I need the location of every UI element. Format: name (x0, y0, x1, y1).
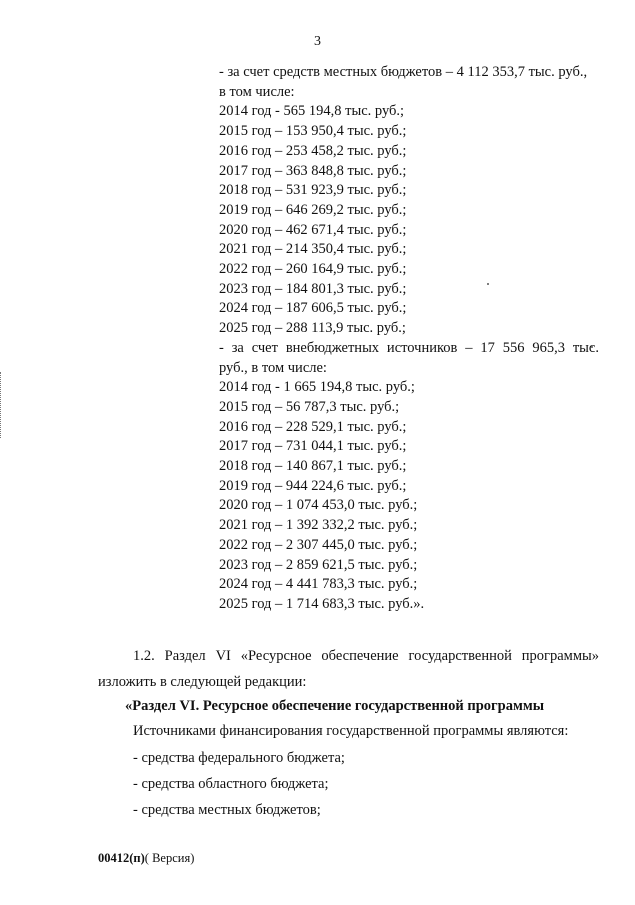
local-budget-year: 2019 год – 646 269,2 тыс. руб.; (219, 201, 407, 218)
local-budget-year: 2024 год – 187 606,5 тыс. руб.; (219, 300, 407, 317)
local-budget-year: 2021 год – 214 350,4 тыс. руб.; (219, 241, 407, 258)
scan-margin-mark (0, 372, 4, 438)
extrabudget-year: 2015 год – 56 787,3 тыс. руб.; (219, 398, 400, 415)
footer-version: ( Версия) (144, 851, 195, 865)
extrabudget-year: 2017 год – 731 044,1 тыс. руб.; (219, 438, 407, 455)
extrabudget-year: 2024 год – 4 441 783,3 тыс. руб.; (219, 576, 418, 593)
extrabudget-year: 2021 год – 1 392 332,2 тыс. руб.; (219, 517, 418, 534)
local-budget-year: 2025 год – 288 113,9 тыс. руб.; (219, 320, 406, 337)
local-budget-total: - за счет средств местных бюджетов – 4 112 353,7 тыс. руб., (219, 64, 588, 80)
section-heading: «Раздел VI. Ресурсное обеспечение государственной программы (125, 698, 545, 714)
local-budget-year: 2023 год – 184 801,3 тыс. руб.; (219, 280, 407, 297)
document-footer (98, 851, 194, 866)
extrabudget-year: 2016 год – 228 529,1 тыс. руб.; (219, 418, 407, 435)
local-budget-year: 2018 год – 531 923,9 тыс. руб.; (219, 182, 407, 199)
page-number: 3 (314, 34, 321, 49)
local-budget-year: 2020 год – 462 671,4 тыс. руб.; (219, 221, 407, 238)
extrabudget-total: - за счет внебюджетных источников – 17 556 965,3 тыс. (219, 339, 599, 356)
extrabudget-year: 2018 год – 140 867,1 тыс. руб.; (219, 458, 407, 475)
local-budget-year: 2015 год – 153 950,4 тыс. руб.; (219, 123, 407, 140)
funding-source-item: - средства федерального бюджета; (133, 750, 345, 766)
local-budget-year: 2022 год – 260 164,9 тыс. руб.; (219, 261, 407, 278)
local-budget-year: 2016 год – 253 458,2 тыс. руб.; (219, 142, 407, 159)
footer-code: 00412(п) (98, 851, 145, 865)
extrabudget-year: 2014 год - 1 665 194,8 тыс. руб.; (219, 379, 415, 396)
amendment-paragraph: 1.2. Раздел VI «Ресурсное обеспечение государственной программы» (133, 648, 599, 664)
extrabudget-year: 2019 год – 944 224,6 тыс. руб.; (219, 477, 407, 494)
funding-sources-intro: Источниками финансирования государственной программы являются: (133, 723, 569, 739)
amendment-paragraph-cont: изложить в следующей редакции: (98, 674, 307, 690)
local-budget-including: в том числе: (219, 83, 295, 100)
extrabudget-year: 2025 год – 1 714 683,3 тыс. руб.». (219, 595, 425, 612)
funding-breakdown (219, 63, 599, 615)
local-budget-year: 2014 год - 565 194,8 тыс. руб.; (219, 103, 405, 120)
extrabudget-year: 2023 год – 2 859 621,5 тыс. руб.; (219, 556, 418, 573)
extrabudget-year: 2022 год – 2 307 445,0 тыс. руб.; (219, 536, 418, 553)
extrabudget-including: руб., в том числе: (219, 359, 327, 376)
local-budget-year: 2017 год – 363 848,8 тыс. руб.; (219, 162, 407, 179)
extrabudget-year: 2020 год – 1 074 453,0 тыс. руб.; (219, 497, 418, 514)
funding-source-item: - средства областного бюджета; (133, 776, 329, 792)
funding-source-item: - средства местных бюджетов; (133, 802, 321, 818)
